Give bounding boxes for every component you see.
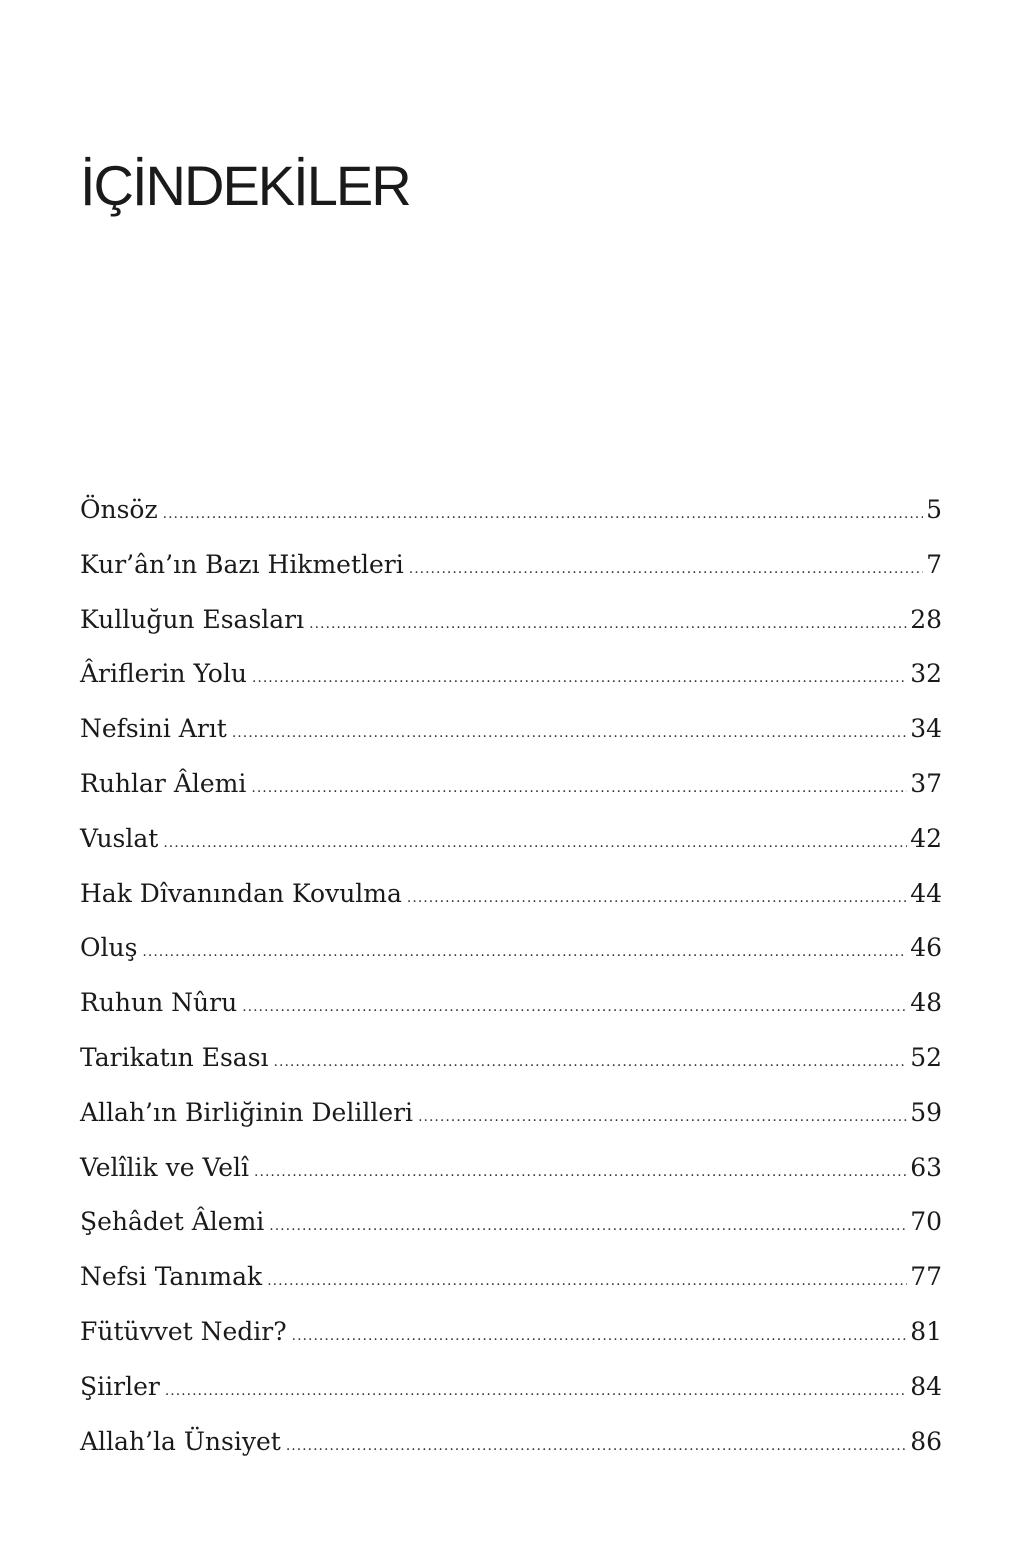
toc-entry-page: 37 bbox=[910, 768, 942, 798]
dot-leader bbox=[269, 1218, 907, 1234]
toc-entry-page: 32 bbox=[910, 659, 942, 689]
dot-leader bbox=[165, 1383, 907, 1399]
toc-entry-page: 28 bbox=[910, 604, 942, 634]
table-of-contents bbox=[80, 495, 942, 1481]
toc-entry bbox=[80, 1262, 942, 1317]
dot-leader bbox=[242, 999, 907, 1015]
toc-entry bbox=[80, 824, 942, 879]
toc-entry-title: Oluş bbox=[80, 933, 138, 963]
dot-leader bbox=[309, 616, 907, 632]
toc-entry-page: 70 bbox=[910, 1207, 942, 1237]
toc-entry-page: 48 bbox=[910, 988, 942, 1018]
toc-entry bbox=[80, 714, 942, 769]
toc-entry-title: Nefsini Arıt bbox=[80, 714, 227, 744]
toc-entry-title: Nefsi Tanımak bbox=[80, 1262, 263, 1292]
dot-leader bbox=[274, 1054, 908, 1070]
toc-entry-page: 84 bbox=[910, 1371, 942, 1401]
toc-entry-page: 77 bbox=[910, 1262, 942, 1292]
toc-entry-page: 44 bbox=[910, 878, 942, 908]
toc-entry-title: Âriflerin Yolu bbox=[80, 659, 247, 689]
toc-entry-page: 34 bbox=[910, 714, 942, 744]
dot-leader bbox=[286, 1438, 907, 1454]
toc-entry-page: 46 bbox=[910, 933, 942, 963]
dot-leader bbox=[142, 944, 907, 960]
dot-leader bbox=[163, 835, 907, 851]
toc-entry bbox=[80, 495, 942, 550]
toc-entry bbox=[80, 1317, 942, 1372]
toc-entry-title: Tarikatın Esası bbox=[80, 1042, 269, 1072]
toc-entry-page: 7 bbox=[926, 549, 942, 579]
toc-entry-title: Fütüvvet Nedir? bbox=[80, 1316, 287, 1346]
toc-entry bbox=[80, 1153, 942, 1208]
toc-entry-title: Vuslat bbox=[80, 823, 159, 853]
toc-entry-title: Kur’ân’ın Bazı Hikmetleri bbox=[80, 549, 404, 579]
dot-leader bbox=[232, 725, 907, 741]
dot-leader bbox=[251, 780, 907, 796]
dot-leader bbox=[407, 890, 907, 906]
toc-entry-title: Allah’ın Birliğinin Delilleri bbox=[80, 1097, 414, 1127]
toc-entry bbox=[80, 550, 942, 605]
toc-entry bbox=[80, 933, 942, 988]
toc-entry-title: Velîlik ve Velî bbox=[80, 1152, 250, 1182]
dot-leader bbox=[292, 1328, 908, 1344]
toc-entry-page: 63 bbox=[910, 1152, 942, 1182]
toc-entry bbox=[80, 1207, 942, 1262]
toc-entry-page: 86 bbox=[910, 1426, 942, 1456]
toc-entry-title: Kulluğun Esasları bbox=[80, 604, 305, 634]
toc-entry bbox=[80, 879, 942, 934]
toc-entry-page: 5 bbox=[926, 495, 942, 524]
toc-entry-page: 59 bbox=[910, 1097, 942, 1127]
dot-leader bbox=[418, 1109, 907, 1125]
dot-leader bbox=[163, 506, 923, 522]
toc-entry-title: Ruhlar Âlemi bbox=[80, 768, 247, 798]
toc-entry bbox=[80, 605, 942, 660]
toc-entry-title: Önsöz bbox=[80, 495, 158, 524]
dot-leader bbox=[254, 1164, 907, 1180]
toc-entry-title: Şehâdet Âlemi bbox=[80, 1207, 265, 1237]
toc-entry bbox=[80, 1427, 942, 1482]
page-title: İÇİNDEKİLER bbox=[80, 154, 410, 217]
toc-entry-page: 52 bbox=[910, 1042, 942, 1072]
dot-leader bbox=[267, 1273, 907, 1289]
toc-entry bbox=[80, 988, 942, 1043]
dot-leader bbox=[409, 561, 923, 577]
toc-entry bbox=[80, 1372, 942, 1427]
toc-entry bbox=[80, 659, 942, 714]
toc-entry-page: 81 bbox=[910, 1316, 942, 1346]
toc-entry-title: Şiirler bbox=[80, 1371, 160, 1401]
dot-leader bbox=[252, 670, 907, 686]
toc-entry bbox=[80, 1098, 942, 1153]
toc-entry-title: Allah’la Ünsiyet bbox=[80, 1426, 281, 1456]
toc-entry bbox=[80, 1043, 942, 1098]
toc-entry-page: 42 bbox=[910, 823, 942, 853]
toc-entry-title: Ruhun Nûru bbox=[80, 988, 238, 1018]
toc-entry bbox=[80, 769, 942, 824]
toc-entry-title: Hak Dîvanından Kovulma bbox=[80, 878, 402, 908]
